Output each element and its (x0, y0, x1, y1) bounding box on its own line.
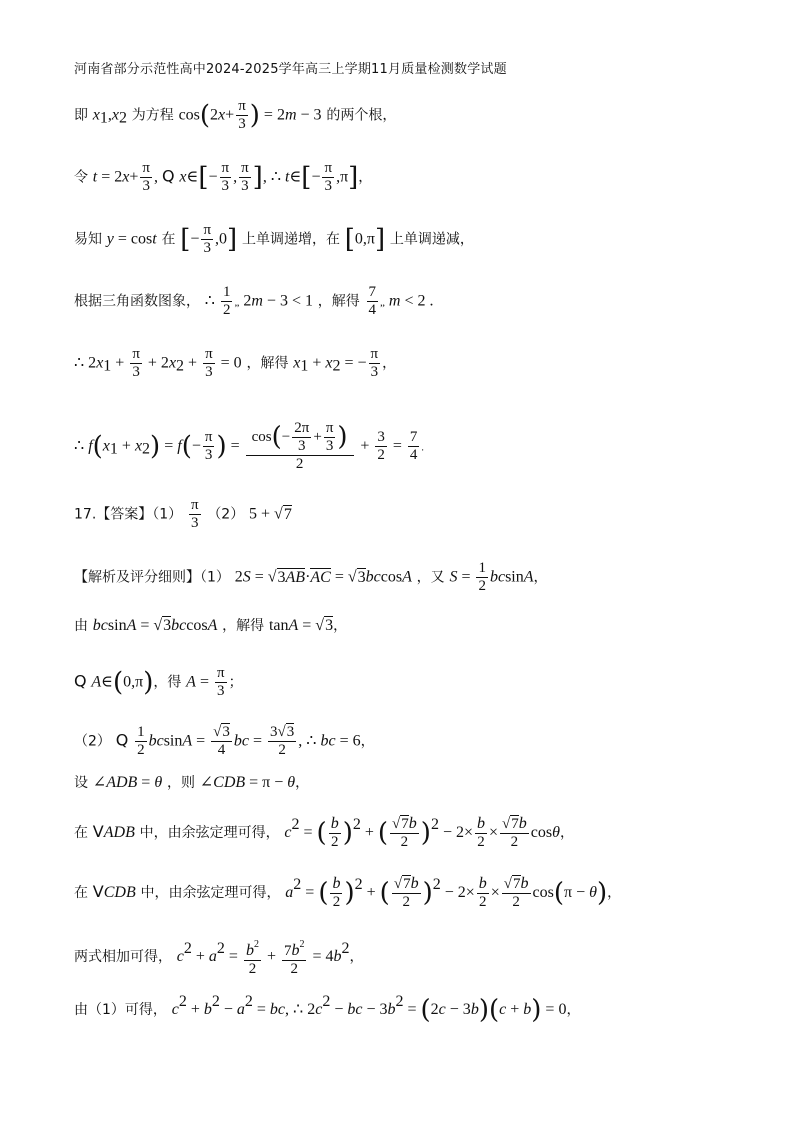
answer-line: 17.【答案】（1） $\frac{\pi}{3}$ （2） 5 + √7 (74, 497, 292, 531)
solution-line-14: 两式相加可得， $c^2 + a^2$ = $\frac{b^2}{2}$ + $\frac{7b^2}{2}$ = $4b^2$， (74, 936, 364, 978)
solution-line-15: 由（1）可得， $c^2 + b^2 - a^2$ = bc, ∴ $2c^2$ − bc − $3b^2 = (2c - 3b)(c + b) = 0$， (74, 993, 581, 1025)
solution-line-10: （2） Q $\frac{1}{2}$ bcsinA = $\frac{√3}{4}$ bc = $\frac{3√3}{2}$ , ∴ bc = 6， (74, 724, 375, 758)
solution-line-12: 在 VADB 中，由余弦定理可得， $c^2$ = ( $\frac{b}{2}$ )$^2$ + ( $\frac{√7b}{2}$ )$^2$ − 2× $\frac{b}{2}$ × $\frac{√7b}{2}$ cosθ， (74, 815, 574, 850)
solution-line-1: 即 $x_1,x_2$ 为方程 cos(2x+ $\frac{\pi}{3}$ ) = 2m − 3 的两个根， (74, 98, 397, 132)
solution-line-6: ∴ $f(x_1 + x_2) = f(-$ $\frac{\pi}{3}$ ) = cos(− $\frac{2\pi}{3}$ + $\frac{\pi}{3}$ ) 2 + $\frac{3}{2}$ = $\frac{7}{4}$ . (74, 420, 424, 472)
solution-line-9: Q A∈(0,π)，得 A = $\frac{\pi}{3}$ ； (74, 665, 243, 699)
solution-line-5: ∴ $2x_1$ + $\frac{\pi}{3}$ + $2x_2$ + $\frac{\pi}{3}$ = 0 ，解得 $x_1 + x_2$ = − $\frac{\pi}{3}$ ， (74, 346, 397, 380)
solution-line-2: 令 t = 2x+ $\frac{\pi}{3}$ , Q x∈[− $\frac{\pi}{3}$ , $\frac{\pi}{3}$ ], ∴ t∈[− $\frac{\pi}{3}$ ,π]， (74, 160, 373, 194)
solution-line-3: 易知 y = cost 在 [− $\frac{\pi}{3}$ ,0] 上单调递增，在 [0,π] 上单调递减， (74, 222, 474, 256)
solution-line-13: 在 VCDB 中，由余弦定理可得， $a^2$ = ( $\frac{b}{2}$ )$^2$ + ( $\frac{√7b}{2}$ )$^2$ − 2× $\frac{b}{2}$ × $\frac{√7b}{2}$ cos(π − θ)， (74, 875, 622, 910)
document-header: 河南省部分示范性高中2024-2025学年高三上学期11月质量检测数学试题 (74, 62, 507, 77)
solution-line-8: 由 bcsinA = √3bccosA ，解得 tanA = √3， (74, 617, 348, 634)
solution-line-7: 【解析及评分细则】（1） 2S = √3AB·AC = √3bccosA ，又 S = $\frac{1}{2}$ bcsinA， (74, 560, 548, 594)
solution-line-11: 设 ∠ADB = θ ，则 ∠CDB = π − θ， (74, 774, 310, 791)
solution-line-4: 根据三角函数图象， ∴ $\frac{1}{2}$ „ 2m − 3 < 1 ，解得 $\frac{7}{4}$ „ m < 2 . (74, 284, 434, 318)
